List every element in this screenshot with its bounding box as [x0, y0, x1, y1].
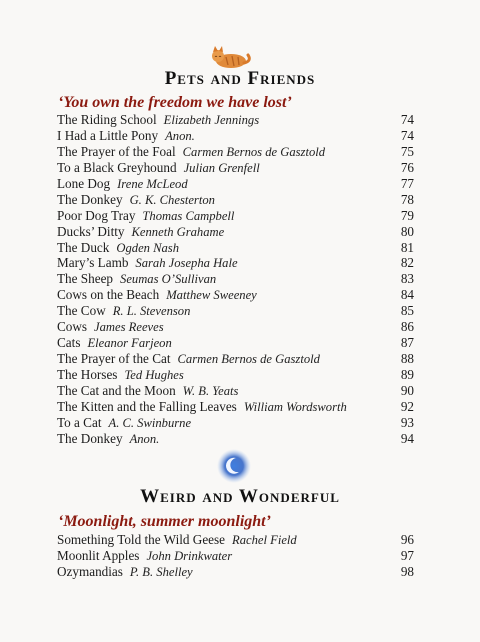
poem-title: Poor Dog Tray: [57, 207, 136, 223]
poem-author: Ted Hughes: [124, 368, 184, 382]
page-number: 87: [400, 335, 414, 351]
poem-title: I Had a Little Pony: [57, 127, 159, 143]
list-item[interactable]: [57, 548, 414, 564]
poem-author: Kenneth Grahame: [131, 224, 225, 239]
poem-title: The Donkey: [57, 191, 123, 207]
poem-title: The Prayer of the Foal: [57, 143, 176, 159]
poem-title: The Riding School: [57, 112, 157, 127]
list-item[interactable]: [57, 532, 414, 548]
poem-author: R. L. Stevenson: [112, 304, 191, 319]
poem-title: The Horses: [57, 367, 118, 382]
page-number: 79: [400, 207, 414, 223]
poem-author: John Drinkwater: [146, 548, 233, 563]
poem-author: Sarah Josepha Hale: [135, 256, 238, 271]
list-item[interactable]: [57, 431, 414, 447]
poem-title: Lone Dog: [57, 175, 111, 191]
poem-author: G. K. Chesterton: [129, 192, 215, 207]
section-title-weird-and-wonderful: Weird and Wonderful: [140, 486, 340, 507]
poem-author: W. B. Yeats: [182, 383, 239, 398]
poem-author: Anon.: [165, 128, 195, 143]
poem-author: Seumas O’Sullivan: [120, 272, 217, 287]
poem-title: The Kitten and the Falling Leaves: [57, 398, 237, 414]
poem-title: Something Told the Wild Geese: [57, 532, 226, 547]
weird-contents-list: [57, 532, 414, 580]
list-item[interactable]: [57, 319, 414, 335]
page-number: 93: [400, 414, 414, 430]
page-number: 74: [400, 127, 414, 143]
poem-title: The Duck: [57, 239, 110, 255]
list-item[interactable]: [57, 224, 414, 240]
poem-author: A. C. Swinburne: [108, 415, 192, 430]
pets-contents-list: [57, 112, 414, 447]
list-item[interactable]: [57, 255, 414, 271]
list-item[interactable]: [57, 208, 414, 224]
poem-author: Elizabeth Jennings: [163, 113, 260, 127]
list-item[interactable]: [57, 192, 414, 208]
page-number: 94: [400, 430, 414, 446]
page-number: 81: [400, 239, 414, 255]
poem-author: Eleanor Farjeon: [87, 336, 172, 351]
page-number: 88: [400, 351, 414, 367]
section-epigraph: ‘You own the freedom we have lost’: [58, 94, 292, 111]
poem-title: The Sheep: [57, 271, 114, 287]
poem-author: Carmen Bernos de Gasztold: [177, 352, 320, 367]
poem-title: The Prayer of the Cat: [57, 351, 171, 367]
list-item[interactable]: [57, 144, 414, 160]
section-epigraph: ‘Moonlight, summer moonlight’: [58, 513, 271, 530]
list-item[interactable]: [57, 564, 414, 580]
poem-author: James Reeves: [94, 320, 164, 335]
section-title-pets-and-friends: Pets and Friends: [164, 68, 316, 89]
list-item[interactable]: [57, 160, 414, 176]
list-item[interactable]: [57, 399, 414, 415]
list-item[interactable]: [57, 112, 414, 128]
page-number: 86: [400, 319, 414, 335]
moon-icon: [217, 449, 251, 483]
page-number: 74: [400, 112, 414, 127]
poem-author: Anon.: [129, 431, 160, 446]
poem-title: Cows on the Beach: [57, 287, 160, 303]
page-number: 77: [400, 175, 414, 191]
poem-title: Ozymandias: [57, 563, 123, 579]
poem-author: Thomas Campbell: [142, 208, 235, 223]
page-number: 92: [400, 398, 414, 414]
poem-title: The Cat and the Moon: [57, 382, 176, 398]
poem-author: Ogden Nash: [116, 240, 179, 255]
cat-icon: [208, 45, 254, 69]
list-item[interactable]: [57, 176, 414, 192]
poem-author: Carmen Bernos de Gasztold: [182, 144, 326, 159]
page-number: 90: [400, 382, 414, 398]
poem-author: Matthew Sweeney: [166, 288, 257, 303]
poem-title: Cats: [57, 335, 81, 351]
list-item[interactable]: [57, 415, 414, 431]
page-number: 97: [400, 547, 414, 563]
list-item[interactable]: [57, 303, 414, 319]
poem-author: Julian Grenfell: [183, 160, 260, 175]
poem-author: William Wordsworth: [243, 399, 347, 414]
poem-title: Cows: [57, 319, 88, 335]
poem-title: The Donkey: [57, 430, 123, 446]
page-number: 76: [400, 159, 414, 175]
poem-title: Ducks’ Ditty: [57, 223, 125, 239]
page-number: 96: [400, 532, 414, 547]
list-item[interactable]: [57, 367, 414, 383]
poem-author: Rachel Field: [232, 533, 297, 547]
poem-title: Moonlit Apples: [57, 547, 140, 563]
list-item[interactable]: [57, 240, 414, 256]
page-number: 84: [400, 287, 414, 303]
poem-author: P. B. Shelley: [129, 564, 193, 579]
poem-author: Irene McLeod: [117, 176, 188, 191]
list-item[interactable]: [57, 335, 414, 351]
page-number: 89: [400, 367, 414, 382]
page-number: 75: [400, 143, 414, 159]
page-number: 83: [400, 271, 414, 287]
poem-title: Mary’s Lamb: [57, 255, 129, 271]
page-number: 98: [400, 563, 414, 579]
list-item[interactable]: [57, 271, 414, 287]
list-item[interactable]: [57, 287, 414, 303]
poem-title: To a Cat: [57, 414, 102, 430]
page-number: 82: [400, 255, 414, 271]
poem-title: To a Black Greyhound: [57, 159, 177, 175]
page-number: 80: [400, 223, 414, 239]
page-number: 78: [400, 191, 414, 207]
poem-title: The Cow: [57, 303, 106, 319]
list-item[interactable]: [57, 383, 414, 399]
page-number: 85: [400, 303, 414, 319]
list-item[interactable]: [57, 351, 414, 367]
list-item[interactable]: [57, 128, 414, 144]
